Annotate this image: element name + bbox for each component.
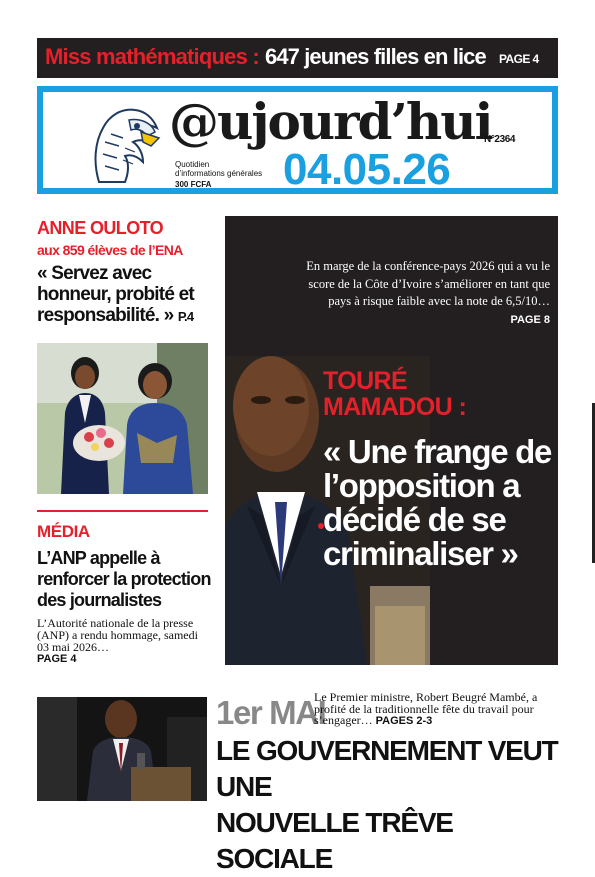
banner-kicker: Miss mathématiques : bbox=[45, 44, 259, 69]
ouloto-kicker[interactable]: ANNE OULOTO bbox=[37, 218, 164, 238]
issue-date: 04.05.26 bbox=[283, 145, 451, 194]
may-day-page-ref: PAGES 2-3 bbox=[375, 715, 433, 727]
top-banner[interactable] bbox=[37, 38, 558, 78]
main-kicker-line2: MAMADOU : bbox=[323, 393, 467, 421]
main-kicker[interactable] bbox=[323, 368, 543, 420]
banner-page-ref: PAGE 4 bbox=[499, 52, 539, 66]
media-body bbox=[37, 617, 212, 665]
price: 300 FCFA bbox=[175, 180, 212, 189]
newspaper-logo[interactable]: @ujourd’hui bbox=[169, 92, 492, 151]
issue-number: N°2364 bbox=[484, 134, 516, 145]
main-story-panel[interactable] bbox=[225, 216, 558, 665]
main-intro-text: En marge de la conférence-pays 2026 qui a vu le score de la Côte d’Ivoire s’améliorer en tant que pays à risque faible avec la note de 6,5/10… bbox=[306, 259, 550, 308]
ouloto-quote-text: « Servez avec honneur, probité et responsabilité. » bbox=[37, 263, 194, 326]
may-day-headline[interactable] bbox=[216, 733, 561, 877]
eagle-logo-icon bbox=[89, 102, 161, 186]
main-page-ref: PAGE 8 bbox=[510, 313, 550, 326]
may-day-kicker[interactable]: 1er MAI bbox=[216, 694, 326, 731]
tagline-line2: d’informations générales bbox=[175, 169, 263, 178]
tagline bbox=[175, 160, 262, 178]
main-intro bbox=[305, 258, 550, 329]
media-kicker[interactable]: MÉDIA bbox=[37, 522, 90, 541]
tagline-line1: Quotidien bbox=[175, 160, 210, 169]
media-page-ref: PAGE 4 bbox=[37, 653, 77, 665]
ouloto-page-ref: P.4 bbox=[177, 309, 194, 324]
may-day-headline-line1: LE GOUVERNEMENT VEUT UNE bbox=[216, 735, 558, 802]
main-quote[interactable]: « Une frange de l’opposition a décidé de se criminaliser » bbox=[323, 433, 552, 572]
left-divider bbox=[37, 510, 208, 512]
may-day-body bbox=[314, 692, 560, 728]
ouloto-subkicker: aux 859 élèves de l’ENA bbox=[37, 242, 183, 258]
may-day-headline-line2: NOUVELLE TRÊVE SOCIALE bbox=[216, 807, 453, 874]
ouloto-photo[interactable] bbox=[37, 343, 208, 494]
may-day-body-text: Le Premier ministre, Robert Beugré Mambé, a profité de la traditionnelle fête du travail pour s’engager… bbox=[314, 690, 538, 727]
prime-minister-photo[interactable] bbox=[37, 697, 207, 801]
masthead bbox=[37, 86, 558, 194]
ouloto-quote[interactable] bbox=[37, 263, 212, 327]
media-body-text: L’Autorité nationale de la presse (ANP) a rendu hommage, samedi 03 mai 2026… bbox=[37, 616, 198, 654]
media-title[interactable]: L’ANP appelle à renforcer la protection des journalistes bbox=[37, 548, 211, 610]
main-kicker-line1: TOURÉ bbox=[323, 367, 408, 395]
banner-headline: 647 jeunes filles en lice bbox=[265, 44, 486, 69]
